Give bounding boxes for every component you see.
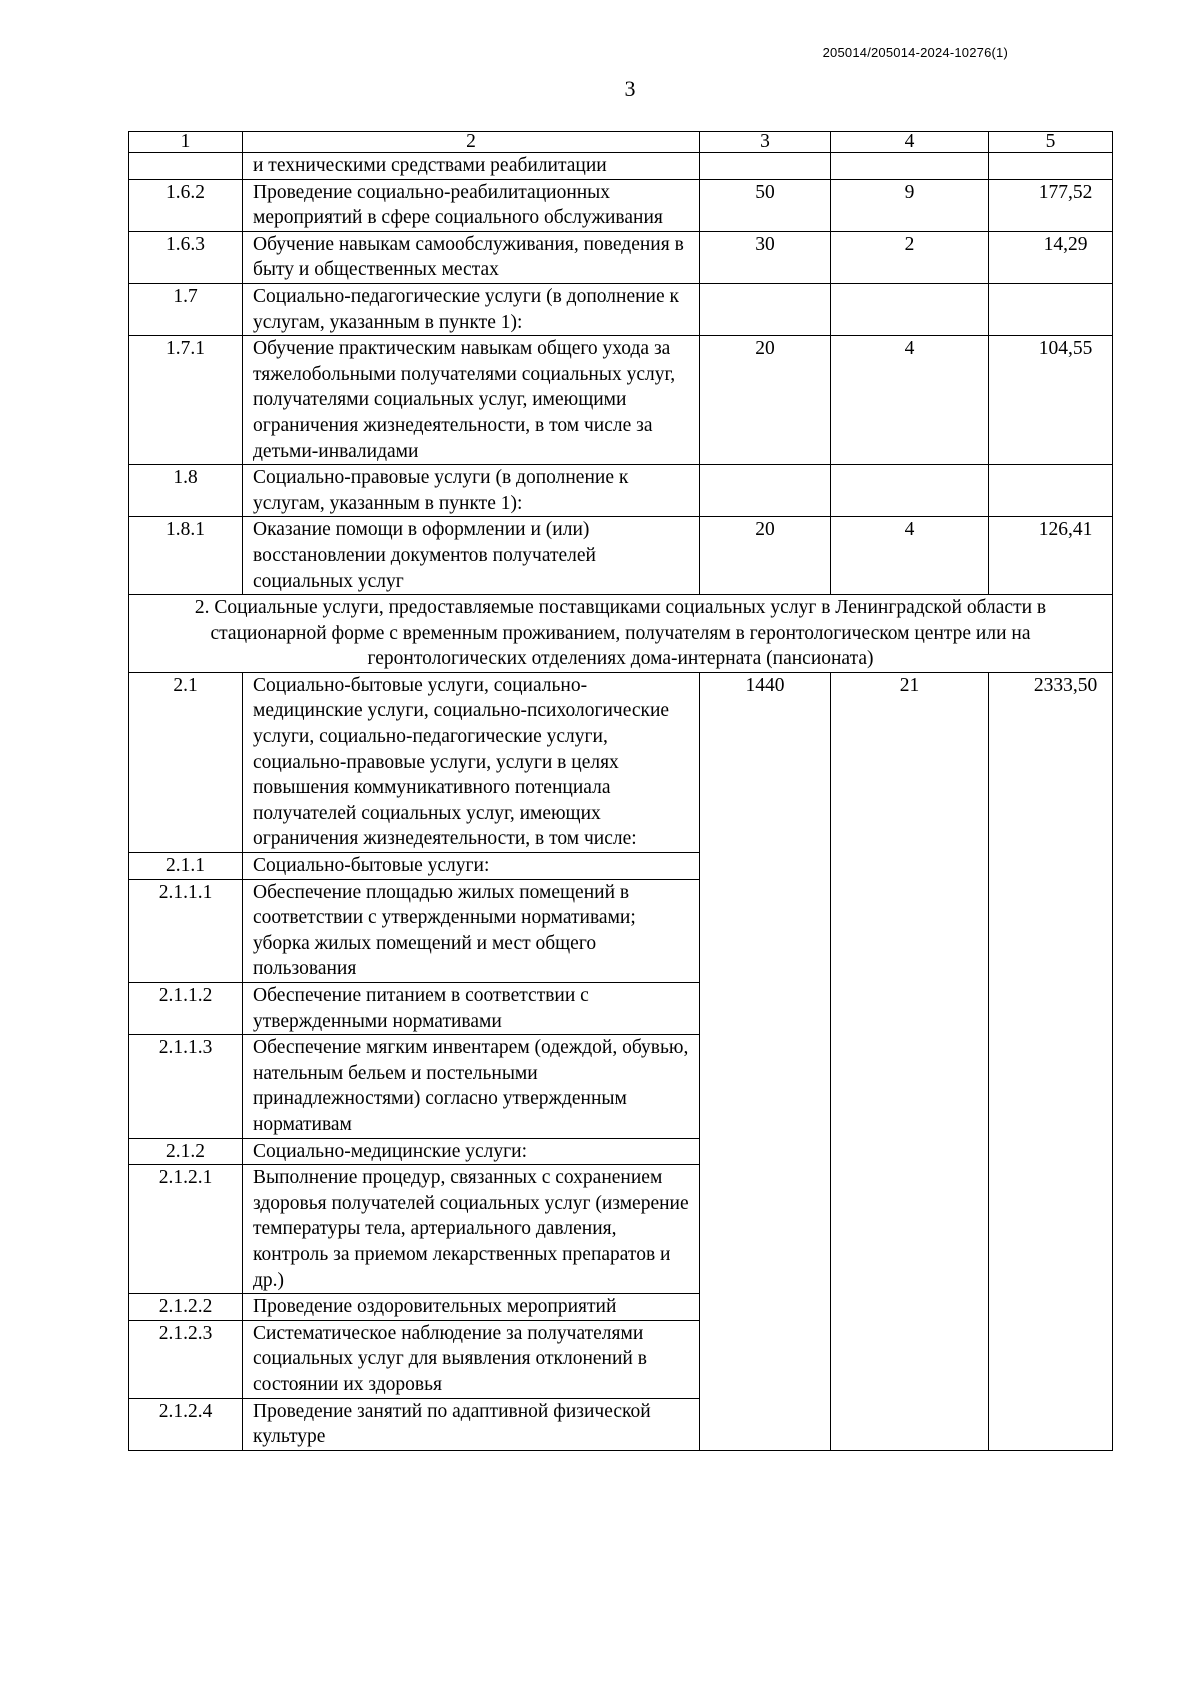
row-description: Социально-бытовые услуги, социально-медицинские услуги, социально-психологические услуги, социально-педагогические услуги, социально-правовые услуги, услуги в целях повышения коммуникативного потенциала получателей социальных услуг, имеющих ограничения жизнедеятельности, в том числе: [243, 672, 700, 852]
column-header-3: 3 [700, 132, 831, 153]
row-value-5: 14,29 [989, 231, 1113, 283]
row-description: и техническими средствами реабилитации [243, 153, 700, 180]
services-table-body [129, 132, 1113, 1451]
row-value-4 [831, 153, 989, 180]
row-value-3: 20 [700, 517, 831, 595]
page-number: 3 [624, 76, 636, 101]
row-number: 2.1 [129, 672, 243, 852]
row-value-4 [831, 465, 989, 517]
row-value-3 [700, 153, 831, 180]
row-value-3: 1440 [700, 672, 831, 1450]
document-number: 205014/205014-2024-10276(1) [822, 45, 1008, 60]
row-description: Выполнение процедур, связанных с сохранением здоровья получателей социальных услуг (измерение температуры тела, артериального давления, контроль за приемом лекарственных препаратов и др.) [243, 1165, 700, 1294]
row-number: 2.1.1.2 [129, 983, 243, 1035]
column-header-row [129, 132, 1113, 153]
row-number: 1.8 [129, 465, 243, 517]
row-value-3: 20 [700, 336, 831, 465]
row-value-4: 4 [831, 336, 989, 465]
row-number: 2.1.2.2 [129, 1294, 243, 1321]
row-number: 2.1.2.1 [129, 1165, 243, 1294]
table-row [129, 283, 1113, 335]
row-number: 2.1.1.3 [129, 1035, 243, 1138]
row-number: 1.8.1 [129, 517, 243, 595]
row-description: Социально-правовые услуги (в дополнение к услугам, указанным в пункте 1): [243, 465, 700, 517]
row-number: 2.1.2.3 [129, 1320, 243, 1398]
table-row [129, 672, 1113, 852]
row-description: Социально-медицинские услуги: [243, 1138, 700, 1165]
row-value-3: 50 [700, 179, 831, 231]
row-number: 1.6.3 [129, 231, 243, 283]
table-row [129, 517, 1113, 595]
row-description: Обучение навыкам самообслуживания, поведения в быту и общественных местах [243, 231, 700, 283]
row-number [129, 153, 243, 180]
column-header-1: 1 [129, 132, 243, 153]
row-number: 1.7.1 [129, 336, 243, 465]
column-header-2: 2 [243, 132, 700, 153]
row-description: Проведение социально-реабилитационных мероприятий в сфере социального обслуживания [243, 179, 700, 231]
row-value-5: 104,55 [989, 336, 1113, 465]
row-description: Социально-педагогические услуги (в дополнение к услугам, указанным в пункте 1): [243, 283, 700, 335]
row-description: Проведение оздоровительных мероприятий [243, 1294, 700, 1321]
row-value-4: 9 [831, 179, 989, 231]
table-row [129, 336, 1113, 465]
row-number: 2.1.2 [129, 1138, 243, 1165]
row-value-5 [989, 153, 1113, 180]
row-value-4: 21 [831, 672, 989, 1450]
row-value-3: 30 [700, 231, 831, 283]
row-description: Оказание помощи в оформлении и (или) восстановлении документов получателей социальных услуг [243, 517, 700, 595]
row-value-5 [989, 283, 1113, 335]
row-description: Обучение практическим навыкам общего ухода за тяжелобольными получателями социальных услуг, получателями социальных услуг, имеющими ограничения жизнедеятельности, в том числе за детьми-инвалидами [243, 336, 700, 465]
row-number: 2.1.2.4 [129, 1398, 243, 1450]
row-value-5: 2333,50 [989, 672, 1113, 1450]
row-number: 2.1.1 [129, 853, 243, 880]
section-heading-row [129, 595, 1113, 673]
column-header-4: 4 [831, 132, 989, 153]
row-description: Систематическое наблюдение за получателями социальных услуг для выявления отклонений в состоянии их здоровья [243, 1320, 700, 1398]
table-row [129, 465, 1113, 517]
row-description: Обеспечение мягким инвентарем (одеждой, обувью, нательным бельем и постельными принадлежностями) согласно утвержденным нормативам [243, 1035, 700, 1138]
row-value-3 [700, 283, 831, 335]
row-value-4: 4 [831, 517, 989, 595]
table-row [129, 231, 1113, 283]
row-value-4 [831, 283, 989, 335]
row-value-5 [989, 465, 1113, 517]
row-number: 1.6.2 [129, 179, 243, 231]
column-header-5: 5 [989, 132, 1113, 153]
row-description: Обеспечение питанием в соответствии с утвержденными нормативами [243, 983, 700, 1035]
table-row [129, 153, 1113, 180]
row-value-3 [700, 465, 831, 517]
row-number: 2.1.1.1 [129, 879, 243, 982]
row-number: 1.7 [129, 283, 243, 335]
services-table [128, 131, 1113, 1451]
row-description: Социально-бытовые услуги: [243, 853, 700, 880]
section-heading: 2. Социальные услуги, предоставляемые поставщиками социальных услуг в Ленинградской области в стационарной форме с временным проживанием, получателям в геронтологическом центре или на геронтологических отделениях дома-интерната (пансионата) [129, 595, 1113, 673]
row-value-5: 126,41 [989, 517, 1113, 595]
row-value-5: 177,52 [989, 179, 1113, 231]
row-value-4: 2 [831, 231, 989, 283]
table-row [129, 179, 1113, 231]
row-description: Проведение занятий по адаптивной физической культуре [243, 1398, 700, 1450]
row-description: Обеспечение площадью жилых помещений в соответствии с утвержденными нормативами; уборка жилых помещений и мест общего пользования [243, 879, 700, 982]
